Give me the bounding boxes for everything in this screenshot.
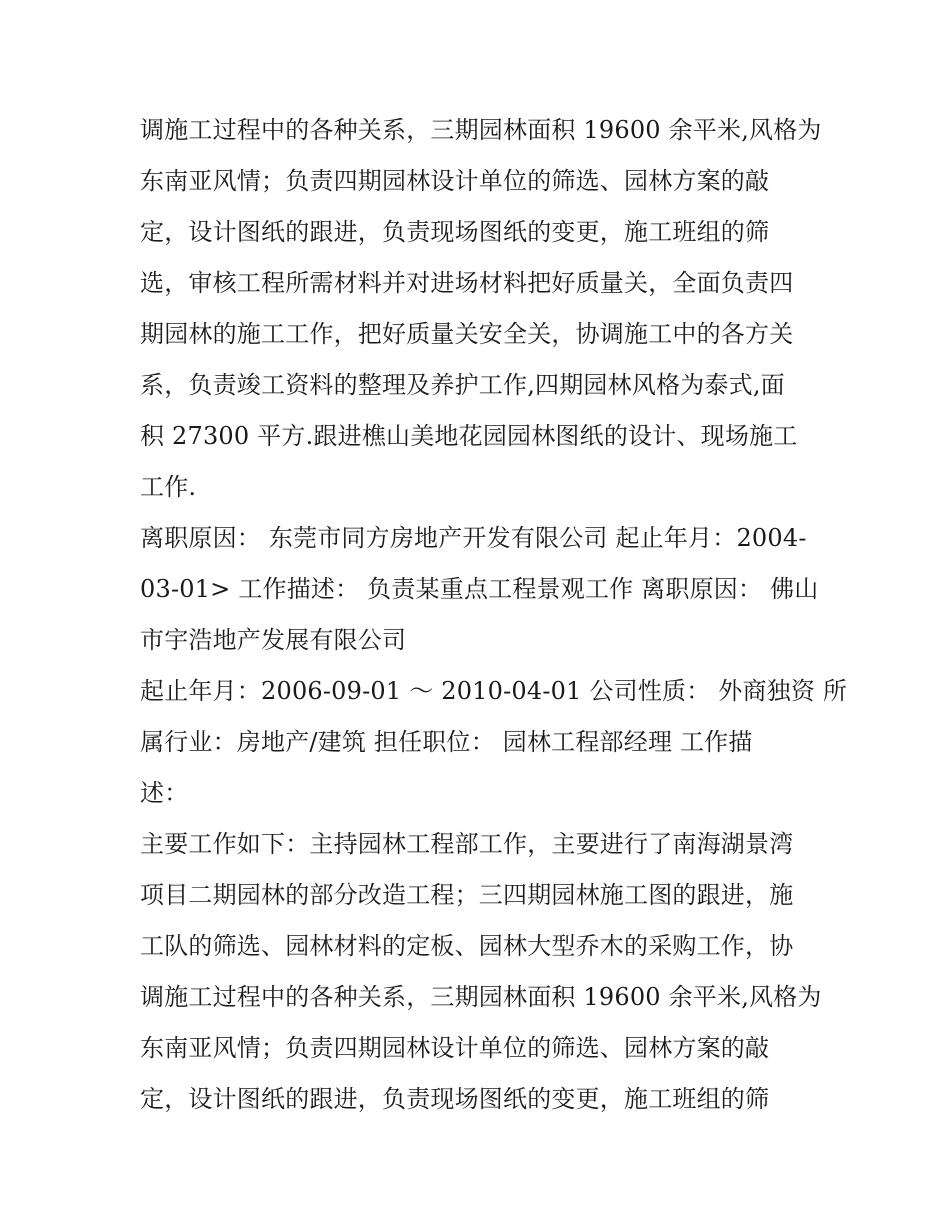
text-line: 定，设计图纸的跟进，负责现场图纸的变更，施工班组的筛 (140, 1085, 770, 1113)
text-line: 工作. (140, 473, 197, 501)
paragraph-project-details-continued (140, 105, 822, 513)
text-line: 市宇浩地产发展有限公司 (140, 626, 407, 654)
text-line: 定，设计图纸的跟进，负责现场图纸的变更，施工班组的筛 (140, 218, 770, 246)
paragraph-main-duties (140, 819, 822, 1125)
text-line: 03-01> 工作描述： 负责某重点工程景观工作 离职原因： 佛山 (140, 575, 819, 603)
text-line: 离职原因： 东莞市同方房地产开发有限公司 起止年月：2004- (140, 524, 807, 552)
text-line: 调施工过程中的各种关系，三期园林面积 19600 余平米,风格为 (140, 983, 822, 1011)
text-line: 工队的筛选、园林材料的定板、园林大型乔木的采购工作，协 (140, 932, 794, 960)
text-line: 起止年月：2006-09-01 ～ 2010-04-01 公司性质： 外商独资 所 (140, 677, 848, 705)
text-line: 选，审核工程所需材料并对进场材料把好质量关，全面负责四 (140, 269, 794, 297)
document-body (140, 105, 848, 1125)
text-line: 属行业：房地产/建筑 担任职位： 园林工程部经理 工作描 (140, 728, 753, 756)
text-line: 述： (140, 779, 189, 807)
text-line: 东南亚风情；负责四期园林设计单位的筛选、园林方案的敲 (140, 167, 770, 195)
paragraph-employment-record (140, 513, 819, 666)
text-line: 项目二期园林的部分改造工程；三四期园林施工图的跟进，施 (140, 881, 794, 909)
text-line: 东南亚风情；负责四期园林设计单位的筛选、园林方案的敲 (140, 1034, 770, 1062)
text-line: 调施工过程中的各种关系，三期园林面积 19600 余平米,风格为 (140, 116, 822, 144)
text-line: 期园林的施工工作，把好质量关安全关，协调施工中的各方关 (140, 320, 794, 348)
text-line: 系，负责竣工资料的整理及养护工作,四期园林风格为泰式,面 (140, 371, 785, 399)
text-line: 积 27300 平方.跟进樵山美地花园园林图纸的设计、现场施工 (140, 422, 798, 450)
paragraph-position-info (140, 666, 848, 819)
text-line: 主要工作如下：主持园林工程部工作，主要进行了南海湖景湾 (140, 830, 794, 858)
